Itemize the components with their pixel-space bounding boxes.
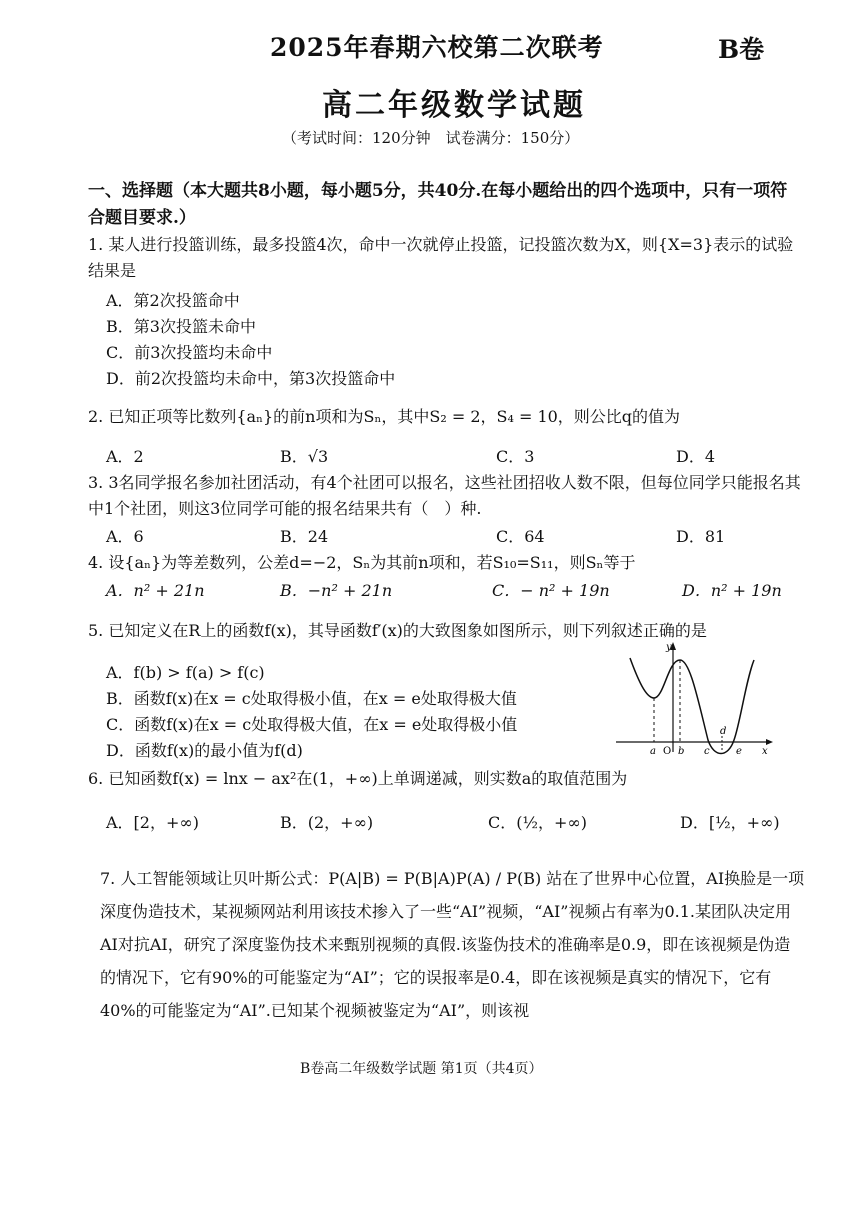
q4-option-c: C．− n² + 19n [492, 581, 610, 600]
label-o: O [663, 746, 672, 757]
label-y: y [666, 642, 672, 653]
q1-option-a: A．第2次投篮命中 [106, 291, 240, 310]
q3-option-d: D．81 [676, 527, 726, 546]
q4-option-d: D．n² + 19n [682, 581, 782, 600]
question-5-stem: 5. 已知定义在R上的函数f(x)，其导函数f′(x)的大致图象如图所示，则下列叙述正确的是 [88, 621, 707, 640]
q6-option-c: C．(½，+∞) [488, 813, 587, 832]
question-1-stem: 1. 某人进行投篮训练，最多投篮4次，命中一次就停止投篮，记投篮次数为X，则{X=3}表示的试验结果是 [88, 235, 794, 280]
q6-option-a: A．[2，+∞) [106, 813, 199, 832]
q1-option-d: D．前2次投篮均未命中，第3次投篮命中 [106, 369, 396, 388]
q3-option-c: C．64 [496, 527, 545, 546]
exam-info: （考试时间：120分钟 试卷满分：150分） [282, 129, 580, 147]
q2-option-c: C．3 [496, 447, 535, 466]
q5-option-a: A．f(b) > f(a) > f(c) [106, 663, 265, 682]
label-c: c [704, 746, 710, 757]
q5-option-b: B．函数f(x)在x = c处取得极小值，在x = e处取得极大值 [106, 689, 517, 708]
q2-option-b: B．√3 [280, 447, 329, 466]
derivative-graph [616, 640, 776, 758]
label-e: e [736, 746, 742, 757]
question-3-stem: 3. 3名同学报名参加社团活动，有4个社团可以报名，这些社团招收人数不限，但每位同学只能报名其中1个社团，则这3位同学可能的报名结果共有（ ）种. [88, 473, 801, 518]
question-7-text: 7. 人工智能领域让贝叶斯公式：P(A|B) = P(B|A)P(A) / P(B) 站在了世界中心位置，AI换脸是一项深度伪造技术，某视频网站利用该技术掺入了一些“AI”视频，“AI”视频占有率为0.1.某团队决定用AI对抗AI，研究了深度鉴伪技术来甄别视频的真假.该鉴伪技术的准确率是0.9，即在该视频是伪造的情况下，它有90%的可能鉴定为“AI”；它的误报率是0.4，即在该视频是真实的情况下，它有40%的可能鉴定为“AI”.已知某个视频被鉴定为“AI”，则该视 [100, 869, 805, 1020]
q4-option-a: A．n² + 21n [106, 581, 205, 600]
q5-option-d: D．函数f(x)的最小值为f(d) [106, 741, 303, 760]
question-6-stem: 6. 已知函数f(x) = lnx − ax²在(1，+∞)上单调递减，则实数a的取值范围为 [88, 769, 628, 788]
q3-option-a: A．6 [106, 527, 144, 546]
derivative-curve [630, 658, 754, 754]
exam-title: 2025年春期六校第二次联考 [270, 33, 604, 62]
q5-option-c: C．函数f(x)在x = c处取得极大值，在x = e处取得极小值 [106, 715, 518, 734]
q2-option-d: D．4 [676, 447, 716, 466]
paper-version: B卷 [718, 35, 765, 64]
q1-option-c: C．前3次投篮均未命中 [106, 343, 273, 362]
q1-option-b: B．第3次投篮未命中 [106, 317, 256, 336]
q4-option-b: B．−n² + 21n [280, 581, 393, 600]
subject-title: 高二年级数学试题 [322, 88, 586, 123]
label-x: x [762, 746, 768, 757]
label-b: b [678, 746, 685, 757]
label-a: a [650, 746, 656, 757]
x-axis-arrow [766, 739, 773, 745]
section-heading-text: 一、选择题（本大题共8小题，每小题5分，共40分.在每小题给出的四个选项中，只有一项符合题目要求.） [88, 181, 788, 228]
question-4-stem: 4. 设{aₙ}为等差数列，公差d=−2，Sₙ为其前n项和，若S₁₀=S₁₁，则Sₙ等于 [88, 553, 636, 572]
q6-option-d: D．[½，+∞) [680, 813, 780, 832]
q2-option-a: A．2 [106, 447, 144, 466]
page-footer: B卷高二年级数学试题 第1页（共4页） [300, 1061, 543, 1077]
section-heading [88, 178, 803, 232]
question-2-stem: 2. 已知正项等比数列{aₙ}的前n项和为Sₙ，其中S₂ = 2，S₄ = 10，则公比q的值为 [88, 407, 681, 426]
q3-option-b: B．24 [280, 527, 329, 546]
label-d: d [720, 726, 727, 737]
q6-option-b: B．(2，+∞) [280, 813, 374, 832]
